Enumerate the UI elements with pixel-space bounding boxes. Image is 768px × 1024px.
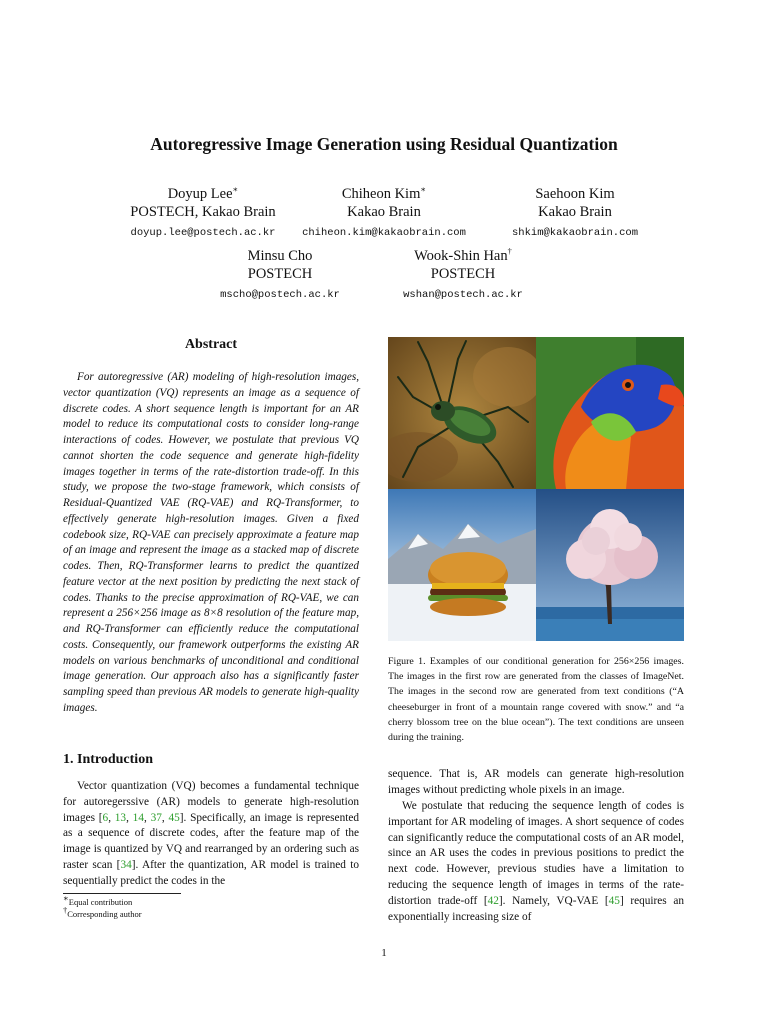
cheeseburger-image bbox=[388, 489, 536, 641]
footnote-divider bbox=[63, 893, 181, 894]
equal-contribution-mark: ∗ bbox=[232, 184, 239, 195]
author-email[interactable]: doyup.lee@postech.ac.kr bbox=[130, 227, 276, 239]
paragraph-text: ] requires an exponentially increasing size of bbox=[388, 894, 684, 923]
citation-link[interactable]: 34 bbox=[120, 858, 132, 871]
author-affiliation: Kakao Brain bbox=[347, 204, 421, 220]
author-name: Saehoon Kim bbox=[535, 186, 615, 202]
citation-link[interactable]: 13 bbox=[114, 811, 127, 824]
parrot-image bbox=[536, 337, 684, 489]
footnotes bbox=[63, 893, 359, 920]
paper-title: Autoregressive Image Generation using Residual Quantization bbox=[150, 134, 618, 154]
page-number: 1 bbox=[381, 947, 387, 959]
citation-link[interactable]: 45 bbox=[168, 811, 180, 824]
author-affiliation: POSTECH bbox=[247, 266, 313, 282]
author-affiliation: POSTECH, Kakao Brain bbox=[130, 204, 276, 220]
paragraph-text: ]. After the quantization, AR model is trained to sequentially predict the codes in the bbox=[63, 858, 359, 887]
author-affiliation: POSTECH bbox=[430, 266, 496, 282]
author-email[interactable]: chiheon.kim@kakaobrain.com bbox=[302, 227, 466, 239]
footnote-mark: † bbox=[63, 905, 68, 916]
author-email[interactable]: shkim@kakaobrain.com bbox=[511, 227, 639, 239]
cherry-blossom-tree-image bbox=[536, 489, 684, 641]
author-affiliation: Kakao Brain bbox=[538, 204, 612, 220]
author-email[interactable]: mscho@postech.ac.kr bbox=[220, 289, 340, 301]
figure-image-grid bbox=[388, 337, 684, 641]
footnote-text: Equal contribution bbox=[68, 897, 133, 907]
citation-link[interactable]: 42 bbox=[487, 894, 499, 907]
author-block bbox=[343, 247, 583, 302]
abstract-text: For autoregressive (AR) modeling of high-resolution images, vector quantization (VQ) represents an image as a sequence of discrete codes. A short sequence length is important for an AR model to reduce its computational costs to consider long-range interactions of codes. However, we postulate that previous VQ cannot shorten the code sequence and generate high-fidelity images together in terms of the rate-distortion trade-off. In this study, we propose the two-stage framework, which consists of Residual-Quantized VAE (RQ-VAE) and RQ-Transformer, to effectively generate high-resolution images. Given a fixed codebook size, RQ-VAE can precisely approximate a feature map of an image and represent the image as a stacked map of discrete codes. Then, RQ-Transformer learns to predict the quantized feature vector at the next position by predicting the next stack of codes. Thanks to the precise approximation of RQ-VAE, we can represent a 256×256 image as 8×8 resolution of the feature map, and RQ-Transformer can efficiently reduce the computational costs. Consequently, our framework outperforms the existing AR models on various benchmarks of unconditional and conditional image generation. Our approach also has a significantly faster sampling speed than previous AR models to generate high-quality images. bbox=[63, 371, 359, 714]
footnote-mark: ∗ bbox=[63, 893, 69, 904]
author-name: Wook-Shin Han bbox=[414, 248, 508, 264]
abstract-heading: Abstract bbox=[184, 337, 238, 352]
citation-link[interactable]: 14 bbox=[132, 811, 144, 824]
introduction-paragraph: sequence. That is, AR models can generate high-resolution images without predicting whole pixels in an image. bbox=[388, 768, 684, 796]
author-name: Chiheon Kim bbox=[341, 186, 421, 202]
beetle-image bbox=[388, 337, 536, 489]
corresponding-author-mark: † bbox=[507, 246, 512, 257]
introduction-paragraph bbox=[388, 799, 684, 925]
paragraph-text: We postulate that reducing the sequence length of codes is important for AR modeling of images. A short sequence of codes can significantly reduce the computational costs of an AR model, since an AR uses the codes in previous positions to predict the next code. However, previous studies have a limitation to reducing the sequence length of images in terms of the rate-distortion trade-off [ bbox=[388, 800, 684, 907]
paragraph-text: ]. Namely, VQ-VAE [ bbox=[498, 894, 609, 907]
figure-caption: Figure 1. Examples of our conditional generation for 256×256 images. The images in the first row are generated from the classes of ImageNet. The images in the second row are generated from text conditions (“A cheeseburger in front of a mountain range covered with snow.” and “a cherry blossom tree on the blue ocean”). The text conditions are unseen during the training. bbox=[388, 656, 684, 744]
citation-link[interactable]: 37 bbox=[150, 811, 162, 824]
footnote-text: Corresponding author bbox=[67, 909, 142, 919]
footnote-corresponding-author bbox=[63, 905, 359, 920]
paragraph-text: ]. Specifically, an image is represented as a sequence of discrete codes, after the feature map of the image is quantized by VQ and rearranged by an ordering such as raster scan [ bbox=[63, 811, 360, 871]
introduction-paragraph: Vector quantization (VQ) becomes a fundamental technique for autoregerssive (AR) models to generate high-resolution images [6, 13, 14, 37, 45]. Specifically, an image is represented as a sequence of discrete codes, after the feature map of the image is quantized by VQ and rearranged by an ordering such as raster scan [34]. After the quantization, AR model is trained to sequentially predict the codes in the bbox=[63, 780, 360, 887]
equal-contribution-mark: ∗ bbox=[420, 184, 427, 195]
citation-link[interactable]: 6 bbox=[102, 811, 109, 824]
author-name: Doyup Lee bbox=[167, 186, 233, 202]
author-name: Minsu Cho bbox=[247, 248, 313, 264]
citation-link[interactable]: 45 bbox=[608, 894, 620, 907]
paragraph-text: Vector quantization (VQ) becomes a fundamental technique for autoregerssive (AR) models to generate high-resolution images [ bbox=[63, 780, 359, 824]
footnote-equal-contribution bbox=[63, 893, 359, 908]
section-heading-introduction: 1. Introduction bbox=[63, 752, 153, 767]
author-block bbox=[455, 185, 695, 240]
author-email[interactable]: wshan@postech.ac.kr bbox=[403, 289, 523, 301]
